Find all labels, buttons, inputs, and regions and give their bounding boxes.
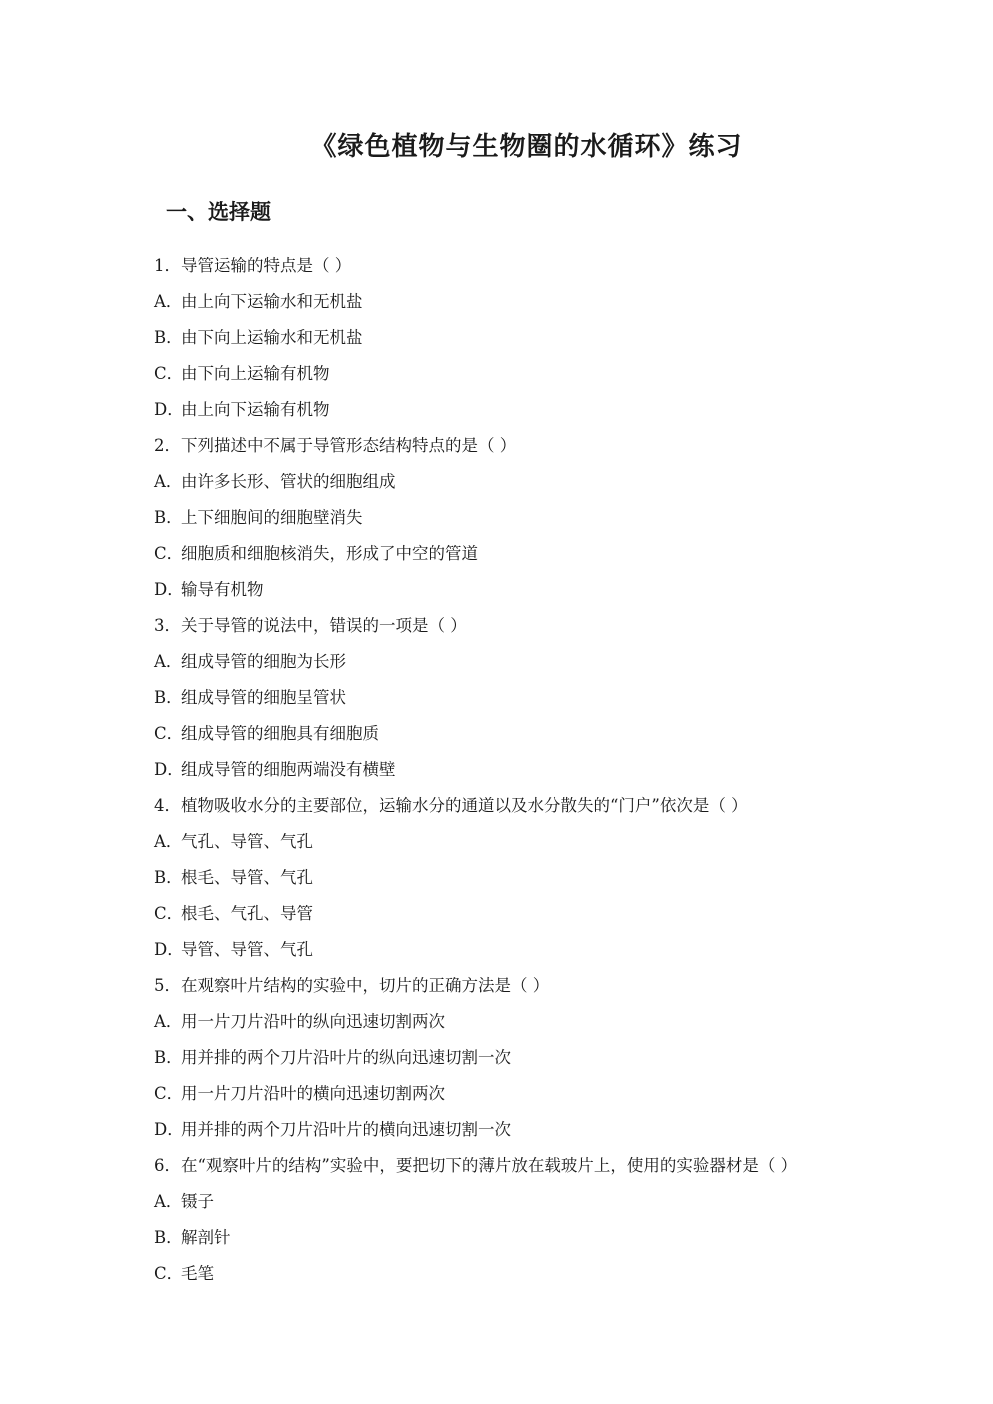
answer-option <box>154 1040 934 1076</box>
option-text: 组成导管的细胞两端没有横壁 <box>181 760 396 779</box>
option-text: 根毛、导管、气孔 <box>181 868 313 887</box>
question-number: 6． <box>154 1156 181 1175</box>
question-list <box>154 248 934 1292</box>
option-label: A． <box>154 292 183 311</box>
option-text: 导管、导管、气孔 <box>181 940 313 959</box>
question-text: 关于导管的说法中，错误的一项是（ ） <box>181 616 467 635</box>
question-text: 在“观察叶片的结构”实验中，要把切下的薄片放在载玻片上，使用的实验器材是（ ） <box>181 1156 798 1175</box>
question-text: 导管运输的特点是（ ） <box>181 256 352 275</box>
option-text: 用一片刀片沿叶的纵向迅速切割两次 <box>181 1012 445 1031</box>
question-stem <box>154 248 934 284</box>
answer-option <box>154 572 934 608</box>
option-label: C． <box>154 544 184 563</box>
question-number: 1． <box>154 256 181 275</box>
option-label: C． <box>154 1084 184 1103</box>
option-text: 由上向下运输水和无机盐 <box>181 292 363 311</box>
answer-option <box>154 1184 934 1220</box>
question-stem <box>154 968 934 1004</box>
option-text: 组成导管的细胞具有细胞质 <box>181 724 379 743</box>
document-title: 《绿色植物与生物圈的水循环》练习 <box>310 132 743 162</box>
option-label: B． <box>154 328 183 347</box>
option-label: A． <box>154 652 183 671</box>
option-text: 用并排的两个刀片沿叶片的纵向迅速切割一次 <box>181 1048 511 1067</box>
option-text: 上下细胞间的细胞壁消失 <box>181 508 363 527</box>
option-text: 根毛、气孔、导管 <box>181 904 313 923</box>
option-label: C． <box>154 724 184 743</box>
answer-option <box>154 1112 934 1148</box>
option-label: D． <box>154 400 184 419</box>
question-number: 5． <box>154 976 181 995</box>
answer-option <box>154 536 934 572</box>
answer-option <box>154 860 934 896</box>
question-text: 在观察叶片结构的实验中，切片的正确方法是（ ） <box>181 976 550 995</box>
question-stem <box>154 608 934 644</box>
answer-option <box>154 1220 934 1256</box>
answer-option <box>154 356 934 392</box>
option-text: 用一片刀片沿叶的横向迅速切割两次 <box>181 1084 445 1103</box>
option-text: 气孔、导管、气孔 <box>181 832 313 851</box>
option-label: D． <box>154 1120 184 1139</box>
answer-option <box>154 752 934 788</box>
option-label: A． <box>154 1192 183 1211</box>
option-label: A． <box>154 1012 183 1031</box>
section-heading: 一、选择题 <box>166 199 271 224</box>
answer-option <box>154 896 934 932</box>
option-text: 细胞质和细胞核消失，形成了中空的管道 <box>181 544 478 563</box>
answer-option <box>154 320 934 356</box>
answer-option <box>154 1076 934 1112</box>
option-text: 输导有机物 <box>181 580 264 599</box>
option-label: C． <box>154 1264 184 1283</box>
question-stem <box>154 788 934 824</box>
option-text: 镊子 <box>181 1192 214 1211</box>
option-label: C． <box>154 904 184 923</box>
option-text: 由许多长形、管状的细胞组成 <box>181 472 396 491</box>
question-stem <box>154 428 934 464</box>
question-number: 3． <box>154 616 181 635</box>
option-label: B． <box>154 508 183 527</box>
option-label: B． <box>154 868 183 887</box>
question-text: 下列描述中不属于导管形态结构特点的是（ ） <box>181 436 517 455</box>
option-text: 毛笔 <box>181 1264 214 1283</box>
option-label: C． <box>154 364 184 383</box>
option-text: 由上向下运输有机物 <box>181 400 330 419</box>
option-label: B． <box>154 688 183 707</box>
option-label: D． <box>154 760 184 779</box>
answer-option <box>154 1004 934 1040</box>
option-text: 用并排的两个刀片沿叶片的横向迅速切割一次 <box>181 1120 511 1139</box>
option-text: 由下向上运输水和无机盐 <box>181 328 363 347</box>
option-label: A． <box>154 832 183 851</box>
answer-option <box>154 392 934 428</box>
option-text: 由下向上运输有机物 <box>181 364 330 383</box>
option-label: D． <box>154 580 184 599</box>
question-number: 4． <box>154 796 181 815</box>
answer-option <box>154 644 934 680</box>
answer-option <box>154 1256 934 1292</box>
option-label: D． <box>154 940 184 959</box>
answer-option <box>154 284 934 320</box>
option-label: A． <box>154 472 183 491</box>
question-stem <box>154 1148 934 1184</box>
answer-option <box>154 680 934 716</box>
option-label: B． <box>154 1228 183 1247</box>
answer-option <box>154 932 934 968</box>
answer-option <box>154 500 934 536</box>
question-text: 植物吸收水分的主要部位，运输水分的通道以及水分散失的“门户”依次是（ ） <box>181 796 748 815</box>
answer-option <box>154 716 934 752</box>
answer-option <box>154 464 934 500</box>
option-text: 组成导管的细胞呈管状 <box>181 688 346 707</box>
option-text: 组成导管的细胞为长形 <box>181 652 346 671</box>
answer-option <box>154 824 934 860</box>
option-label: B． <box>154 1048 183 1067</box>
question-number: 2． <box>154 436 181 455</box>
option-text: 解剖针 <box>181 1228 231 1247</box>
